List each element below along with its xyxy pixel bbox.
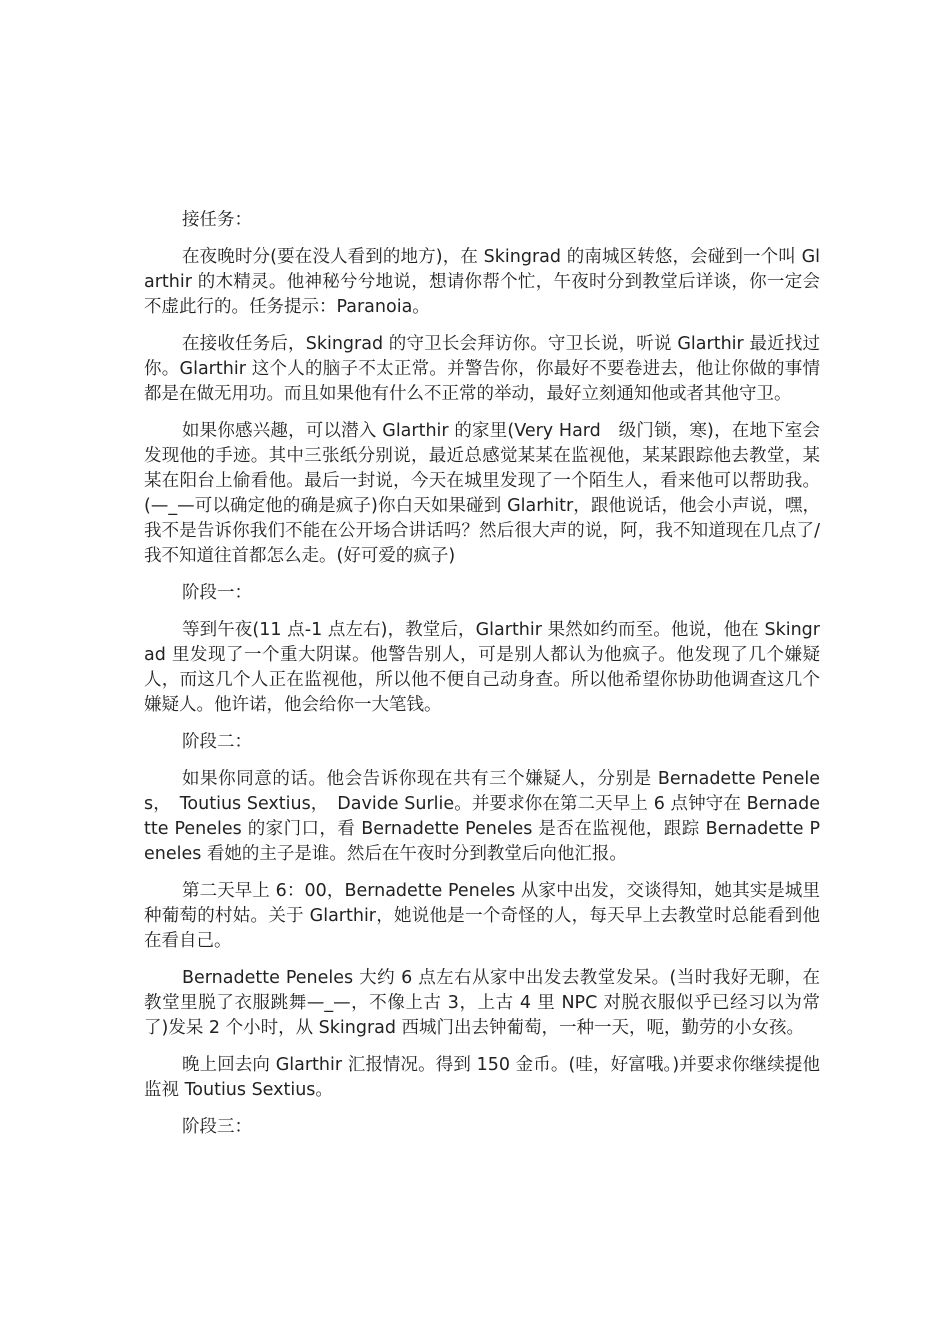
heading-stage-two: 阶段二： — [182, 732, 252, 752]
heading-accept-quest: 接任务： — [182, 210, 252, 230]
paragraph: 等到午夜(11 点-1 点左右)，教堂后，Glarthir 果然如约而至。他说，他在 Skingrad 里发现了一个重大阴谋。他警告别人，可是别人都认为他疯子。他发现了几个嫌疑人，而这几个人正在监视他，所以他不便自己动身查。所以他希望你协助他调查这几个嫌疑人。他许诺，他会给你一大笔钱。 — [144, 620, 820, 715]
paragraph: 如果你同意的话。他会告诉你现在共有三个嫌疑人，分别是 Bernadette Peneles， Toutius Sextius， Davide Surlie。并要求你在第二天早上 6 点钟守在 Bernadette Peneles 的家门口，看 Bernadette Peneles 是否在监视他，跟踪 Bernadette Peneles 看她的主子是谁。然后在午夜时分到教堂后向他汇报。 — [144, 769, 820, 864]
heading-stage-three: 阶段三： — [182, 1117, 252, 1137]
paragraph: 晚上回去向 Glarthir 汇报情况。得到 150 金币。(哇，好富哦。)并要求你继续提他监视 Toutius Sextius。 — [144, 1055, 820, 1100]
paragraph: 如果你感兴趣，可以潜入 Glarthir 的家里(Very Hard 级门锁，寒)，在地下室会发现他的手迹。其中三张纸分别说，最近总感觉某某在监视他，某某跟踪他去教堂，某某在阳台上偷看他。最后一封说，今天在城里发现了一个陌生人，看来他可以帮助我。(—_—可以确定他的确是疯子)你白天如果碰到 Glarhitr，跟他说话，他会小声说，嘿，我不是告诉你我们不能在公开场合讲话吗？然后很大声的说，阿，我不知道现在几点了/我不知道往首都怎么走。(好可爱的疯子) — [144, 421, 820, 566]
paragraph: 第二天早上 6：00，Bernadette Peneles 从家中出发，交谈得知，她其实是城里种葡萄的村姑。关于 Glarthir，她说他是一个奇怪的人，每天早上去教堂时总能看到他在看自己。 — [144, 881, 820, 951]
heading-stage-one: 阶段一： — [182, 583, 252, 603]
paragraph: 在接收任务后，Skingrad 的守卫长会拜访你。守卫长说，听说 Glarthir 最近找过你。Glarthir 这个人的脑子不太正常。并警告你，你最好不要卷进去，他让你做的事情都是在做无用功。而且如果他有什么不正常的举动，最好立刻通知他或者其他守卫。 — [144, 334, 820, 404]
paragraph: Bernadette Peneles 大约 6 点左右从家中出发去教堂发呆。(当时我好无聊，在教堂里脱了衣服跳舞—_—，不像上古 3，上古 4 里 NPC 对脱衣服似乎已经习以为常了)发呆 2 个小时，从 Skingrad 西城门出去钟葡萄，一种一天，呃，勤劳的小女孩。 — [144, 968, 820, 1038]
paragraph: 在夜晚时分(要在没人看到的地方)，在 Skingrad 的南城区转悠，会碰到一个叫 Glarthir 的木精灵。他神秘兮兮地说，想请你帮个忙，午夜时分到教堂后详谈，你一定会不虚此行的。任务提示：Paranoia。 — [144, 247, 820, 317]
document-body — [144, 208, 820, 1152]
